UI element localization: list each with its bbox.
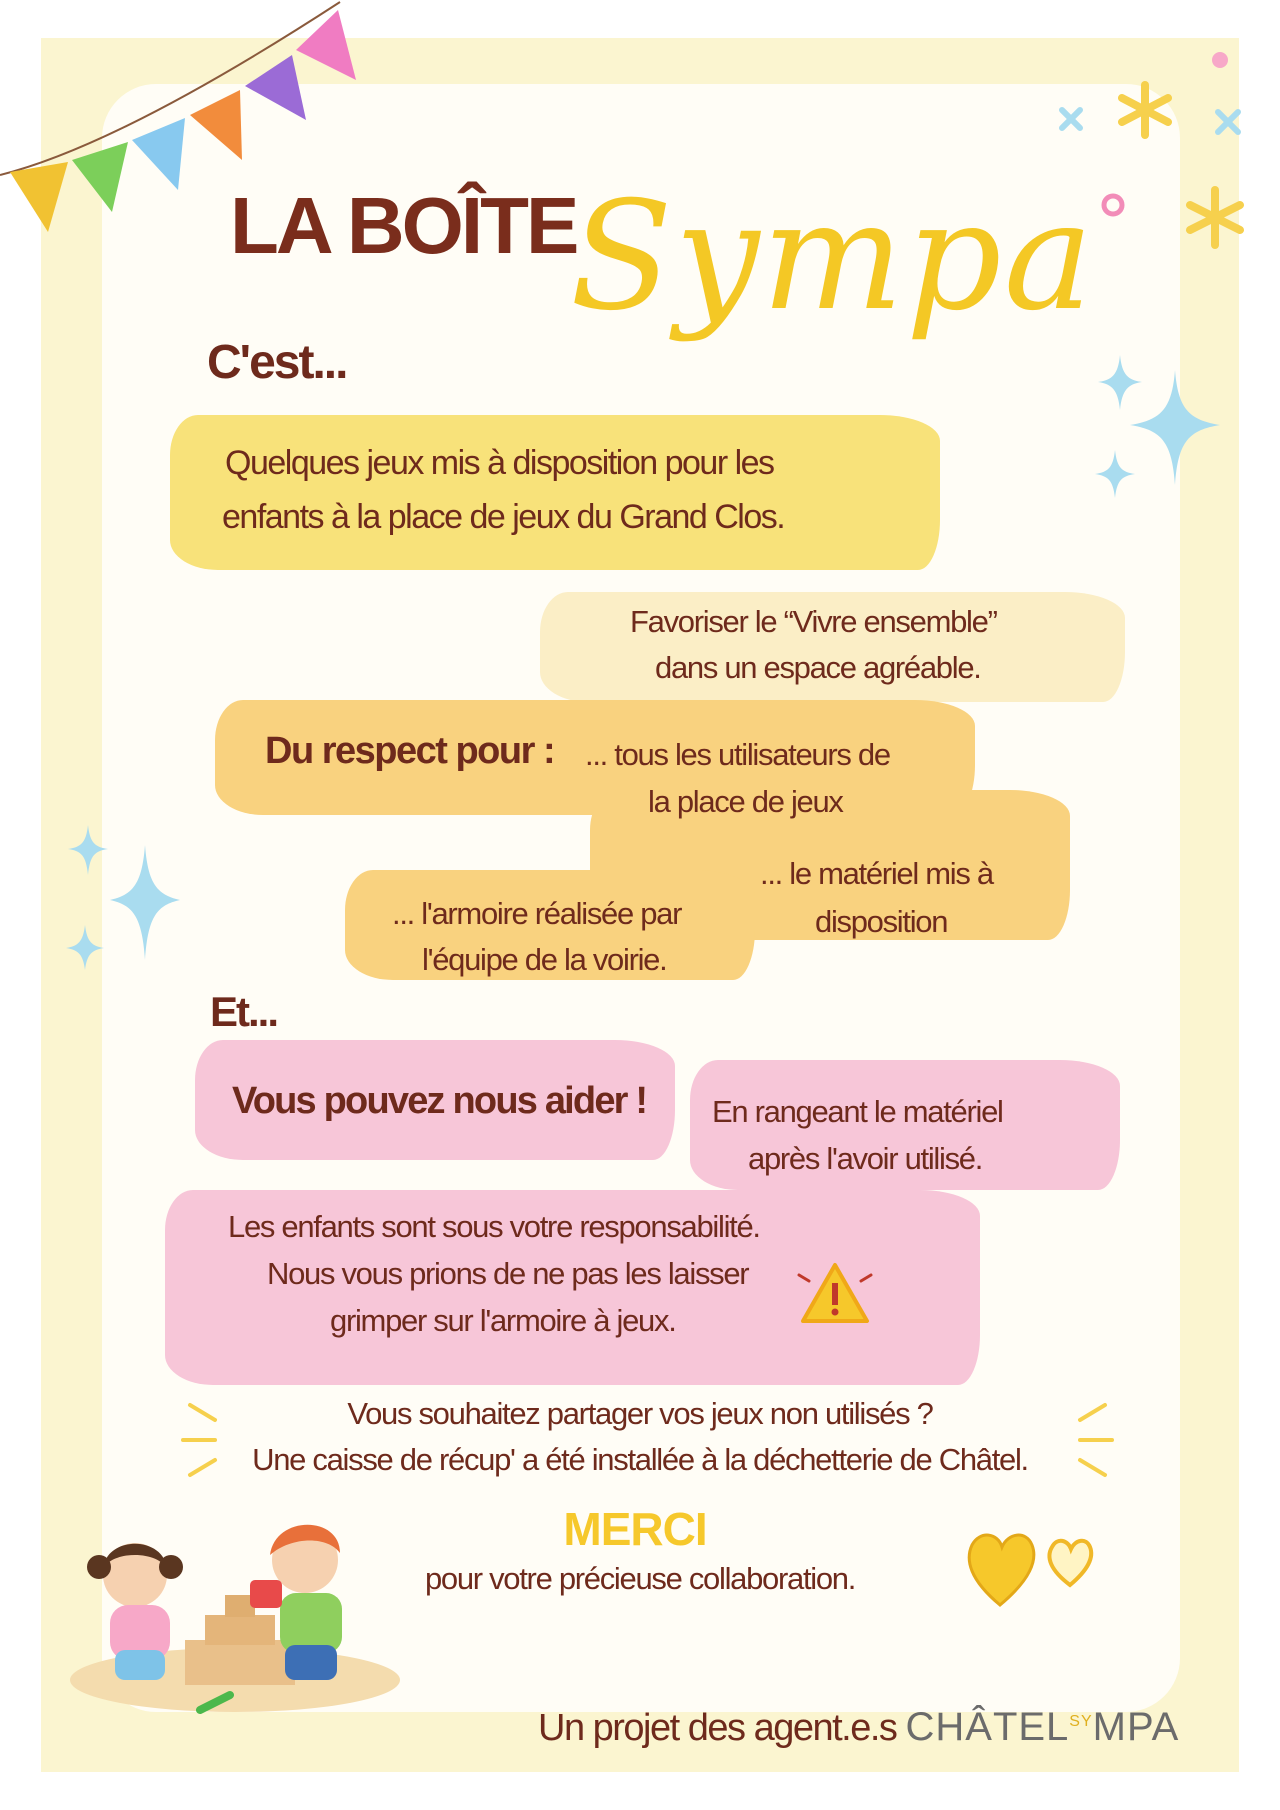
sparkle-cluster-right-icon xyxy=(1080,340,1230,520)
respect-users-line-1: ... tous les utilisateurs de xyxy=(585,737,890,772)
respect-label: Du respect pour : xyxy=(265,730,555,772)
flag-green xyxy=(72,142,128,212)
intro-line-1: Quelques jeux mis à disposition pour les xyxy=(225,444,774,482)
responsibility-line-2: Nous vous prions de ne pas les laisser xyxy=(267,1256,749,1291)
respect-cabinet-line-2: l'équipe de la voirie. xyxy=(422,942,667,977)
share-line-2: Une caisse de récup' a été installée à la déchetterie de Châtel. xyxy=(252,1442,1028,1477)
respect-cabinet-line-1: ... l'armoire réalisée par xyxy=(392,896,682,931)
vivre-ensemble-line-1: Favoriser le “Vivre ensemble” xyxy=(630,604,997,639)
section-heading-cest: C'est... xyxy=(207,336,347,389)
hearts-icon xyxy=(960,1515,1100,1615)
thanks-line: pour votre précieuse collaboration. xyxy=(424,1561,856,1596)
merci-heading: MERCI xyxy=(563,1503,707,1555)
responsibility-line-3: grimper sur l'armoire à jeux. xyxy=(330,1303,676,1338)
yellow-brush-stroke xyxy=(170,415,940,570)
title-main: LA BOÎTE xyxy=(230,181,577,270)
tidy-line-1: En rangeant le matériel xyxy=(712,1094,1003,1129)
respect-material-line-2: disposition xyxy=(815,904,948,939)
share-line-1: Vous souhaitez partager vos jeux non utilisés ? xyxy=(347,1396,933,1431)
flag-yellow xyxy=(10,162,68,232)
section-heading-et: Et... xyxy=(210,988,278,1035)
flag-pink xyxy=(296,10,356,80)
title-script: Sympa xyxy=(570,170,1096,344)
respect-users-line-2: la place de jeux xyxy=(648,784,843,819)
flag-blue xyxy=(132,118,185,190)
tidy-line-2: après l'avoir utilisé. xyxy=(748,1141,983,1176)
sparkle-cluster-left-icon xyxy=(60,820,190,990)
flag-orange xyxy=(190,90,242,160)
brand-logo: $CHÂTEL^{SY}MPA$ xyxy=(905,1705,1180,1749)
vivre-ensemble-line-2: dans un espace agréable. xyxy=(655,650,981,685)
respect-material-line-1: ... le matériel mis à xyxy=(760,856,993,891)
footer-credit xyxy=(538,1705,1179,1750)
intro-line-2: enfants à la place de jeux du Grand Clos. xyxy=(222,498,785,536)
responsibility-line-1: Les enfants sont sous votre responsabilité. xyxy=(228,1209,760,1244)
help-text: Vous pouvez nous aider ! xyxy=(232,1080,647,1122)
flag-purple xyxy=(245,55,306,120)
footer-prefix: Un projet des agent.e.s xyxy=(538,1707,897,1749)
warning-triangle-icon xyxy=(795,1255,875,1335)
children-sandcastle-illustration xyxy=(65,1505,405,1715)
